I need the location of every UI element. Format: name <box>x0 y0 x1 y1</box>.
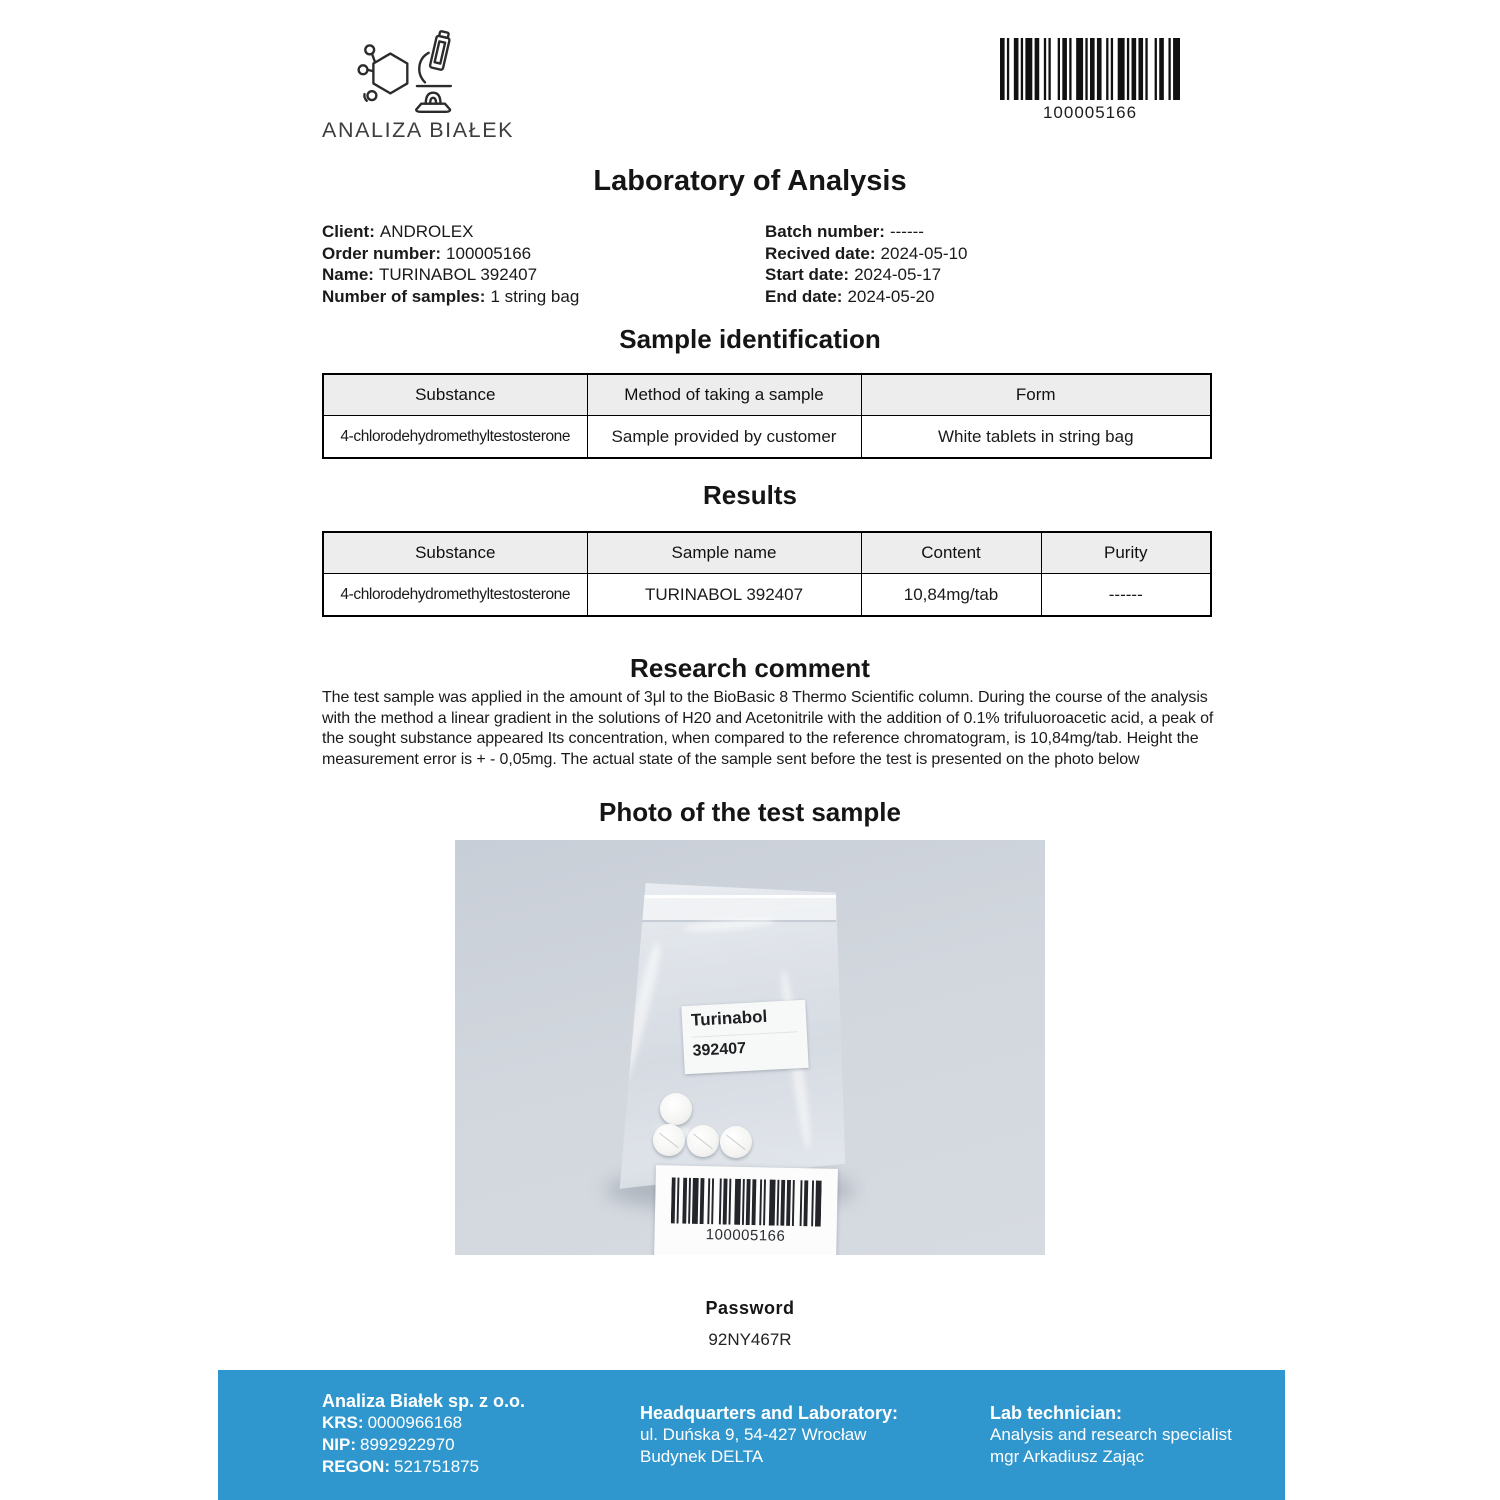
lab-logo-icon <box>352 26 470 118</box>
col-purity: Purity <box>1041 532 1211 574</box>
password-value: 92NY467R <box>708 1330 792 1349</box>
cell-sample-name: TURINABOL 392407 <box>587 574 861 617</box>
tablet <box>687 1125 719 1157</box>
bag-label <box>681 1000 808 1074</box>
barcode-bars <box>671 1177 822 1226</box>
brand-wordmark: ANALIZA BIAŁEK <box>322 118 515 142</box>
sample-identification-heading: Sample identification <box>619 324 881 354</box>
info-name: Name: TURINABOL 392407 <box>322 265 538 284</box>
research-comment-heading: Research comment <box>630 653 870 683</box>
info-end-date: End date: 2024-05-20 <box>765 286 935 306</box>
col-method: Method of taking a sample <box>587 374 861 416</box>
bag-label-name: Turinabol <box>690 1006 768 1030</box>
info-order-number: Order number: 100005166 <box>322 243 532 263</box>
barcode-bars <box>1000 38 1180 100</box>
photo-heading: Photo of the test sample <box>599 797 901 827</box>
tablet <box>653 1124 685 1156</box>
footer-address-line: Budynek DELTA <box>640 1447 764 1466</box>
cell-content: 10,84mg/tab <box>861 574 1041 617</box>
cell-form: White tablets in string bag <box>861 416 1211 459</box>
footer-company-name: Analiza Białek sp. z o.o. <box>322 1391 526 1411</box>
footer-address-line: ul. Duńska 9, 54-427 Wrocław <box>640 1425 867 1444</box>
table-row <box>323 416 1211 459</box>
col-content: Content <box>861 532 1041 574</box>
col-substance: Substance <box>323 532 587 574</box>
order-info-block <box>322 221 1215 313</box>
barcode-number: 100005166 <box>1042 103 1138 122</box>
footer-headquarters: Headquarters and Laboratory: ul. Duńska 9, 54-427 Wrocław Budynek DELTA <box>640 1403 899 1466</box>
barcode-number: 100005166 <box>705 1226 786 1245</box>
col-form: Form <box>861 374 1211 416</box>
cell-method: Sample provided by customer <box>587 416 861 459</box>
info-samples: Number of samples: 1 string bag <box>322 286 580 306</box>
research-comment-text: The test sample was applied in the amount of 3μl to the BioBasic 8 Thermo Scientific column. During the course of the analysis with the method a linear gradient in the solutions of H20 and Acetonitrile with the addition of 0.1% trifuluoroacetic acid, a peak of the sought substance appeared Its concentration, when compared to the reference chromatogram, is 10,84mg/tab. Height the measurement error is + - 0,05mg. The actual state of the sample sent before the test is presented on the photo below <box>322 689 1214 768</box>
info-start-date: Start date: 2024-05-17 <box>765 265 942 284</box>
footer-krs: KRS: 0000966168 <box>322 1413 463 1432</box>
order-info-right <box>765 221 968 307</box>
tablet <box>660 1093 692 1125</box>
bag-label-number: 392407 <box>692 1031 799 1061</box>
footer-regon: REGON: 521751875 <box>322 1457 480 1476</box>
results-table <box>322 531 1210 617</box>
footer-company <box>322 1390 525 1478</box>
cell-substance: 4-chlorodehydromethyltestosterone <box>323 574 587 617</box>
info-batch: Batch number: ------ <box>765 222 924 241</box>
header-barcode <box>1000 38 1180 123</box>
footer <box>218 1370 1285 1500</box>
results-heading: Results <box>703 480 797 510</box>
sample-identification-table <box>322 373 1210 459</box>
footer-tech-line: Analysis and research specialist <box>990 1425 1232 1444</box>
password-label: Password <box>705 1298 795 1318</box>
bag-zip-seal <box>631 895 835 922</box>
table-header-row <box>323 374 1211 416</box>
col-sample-name: Sample name <box>587 532 861 574</box>
photo-barcode-label <box>654 1165 838 1255</box>
table-row <box>323 574 1211 617</box>
page-title: Laboratory of Analysis <box>593 165 907 197</box>
info-client: Client: ANDROLEX <box>322 222 474 241</box>
order-info-left <box>322 221 579 307</box>
info-received-date: Recived date: 2024-05-10 <box>765 243 968 263</box>
cell-purity: ------ <box>1041 574 1211 617</box>
table-header-row <box>323 532 1211 574</box>
cell-substance: 4-chlorodehydromethyltestosterone <box>323 416 587 459</box>
footer-lab-technician: Lab technician: Analysis and research specialist mgr Arkadiusz Zając <box>990 1403 1232 1466</box>
footer-nip: NIP: 8992922970 <box>322 1435 455 1454</box>
footer-tech-line: mgr Arkadiusz Zając <box>990 1447 1144 1466</box>
sample-photo <box>455 840 1045 1255</box>
col-substance: Substance <box>323 374 587 416</box>
tablet <box>720 1126 752 1158</box>
